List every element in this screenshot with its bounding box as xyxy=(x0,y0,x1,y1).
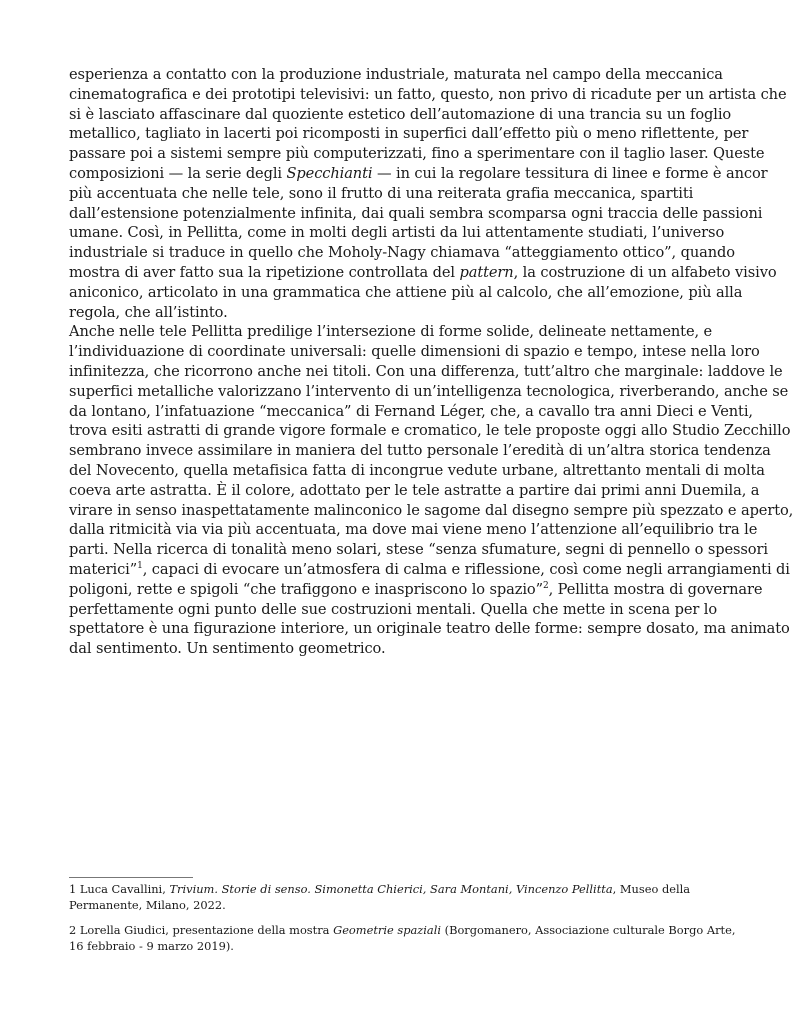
text-segment: — in cui la regolare tessitura di linee e forme è ancor xyxy=(372,164,768,182)
footnote-number: 2 xyxy=(69,923,77,937)
footnote-line xyxy=(69,881,691,897)
footnote-line xyxy=(69,922,736,938)
text-line: si è lasciato affascinare dal quoziente estetico dell’automazione di una trancia su un foglio xyxy=(69,105,732,123)
text-line: cinematografica e dei prototipi televisivi: un fatto, questo, non privo di ricadute per un artista che xyxy=(69,85,787,103)
text-line: metallico, tagliato in lacerti poi ricomposti in superfici dall’effetto più o meno riflettente, per xyxy=(69,125,749,143)
text-line: infinitezza, che ricorrono anche nei titoli. Con una differenza, tutt’altro che marginale: laddove le xyxy=(69,362,783,380)
text-line xyxy=(69,164,768,184)
text-line: Anche nelle tele Pellitta predilige l’intersezione di forme solide, delineate nettamente, e xyxy=(69,323,713,341)
text-line: umane. Così, in Pellitta, come in molti degli artisti da lui attentamente studiati, l’universo xyxy=(69,224,725,242)
text-line: dalla ritmicità via via più accentuata, ma dove mai viene meno l’attenzione all’equilibrio tra le xyxy=(69,521,758,539)
footnote-text: Luca Cavallini, xyxy=(76,882,170,896)
text-line: perfettamente ogni punto delle sue costruzioni mentali. Quella che mette in scena per lo xyxy=(69,600,718,618)
text-line xyxy=(69,560,790,580)
text-line: virare in senso inaspettatamente malinconico le sagome dal disegno sempre più spezzato e aperto, xyxy=(69,501,793,519)
text-segment: mostra di aver fatto sua la ripetizione controllata del xyxy=(69,263,460,281)
text-segment: , Pellitta mostra di governare xyxy=(548,580,763,598)
text-line: del Novecento, quella metafisica fatta di incongrue vedute urbane, altrettanto mentali di molta xyxy=(69,461,765,479)
italic-term-specchianti: Specchianti xyxy=(286,164,373,182)
text-line: coeva arte astratta. È il colore, adottato per le tele astratte a partire dai primi anni Duemila, a xyxy=(69,481,760,499)
text-line: superfici metalliche valorizzano l’intervento di un’intelligenza tecnologica, riverberando, anche se xyxy=(69,382,789,400)
text-line: sembrano invece assimilare in maniera del tutto personale l’eredità di un’altra storica tendenza xyxy=(69,442,771,460)
paragraph-1 xyxy=(69,65,787,322)
body-text xyxy=(69,65,793,659)
text-line: industriale si traduce in quello che Moholy-Nagy chiamava “atteggiamento ottico”, quando xyxy=(69,244,735,262)
footnote-text: (Borgomanero, Associazione culturale Borgo Arte, xyxy=(441,923,736,937)
text-line: dall’estensione potenzialmente infinita, dai quali sembra scomparsa ogni traccia delle passioni xyxy=(69,204,763,222)
footnote-line: Permanente, Milano, 2022. xyxy=(69,898,226,912)
footnote-title: Trivium. Storie di senso. Simonetta Chierici, Sara Montani, Vincenzo Pellitta xyxy=(169,882,613,896)
text-line: passare poi a sistemi sempre più computerizzati, fino a sperimentare con il taglio laser. Queste xyxy=(69,145,765,163)
text-line: spettatore è una figurazione interiore, un originale teatro delle forme: sempre dosato, ma animato xyxy=(69,620,790,638)
text-line: aniconico, articolato in una grammatica che attiene più al calcolo, che all’emozione, più alla xyxy=(69,283,743,301)
footnote-2 xyxy=(69,922,736,954)
footnote-ref-2[interactable]: 2 xyxy=(542,580,549,591)
footnote-ref-1[interactable]: 1 xyxy=(137,560,143,571)
footnote-title: Geometrie spaziali xyxy=(333,923,442,937)
footnote-1 xyxy=(69,881,691,913)
footnote-line: 16 febbraio - 9 marzo 2019). xyxy=(69,939,234,953)
footnote-number: 1 xyxy=(69,882,77,896)
footnote-text: Lorella Giudici, presentazione della mostra xyxy=(76,923,334,937)
text-line: esperienza a contatto con la produzione industriale, maturata nel campo della meccanica xyxy=(69,66,723,83)
text-line: da lontano, l’infatuazione “meccanica” di Fernand Léger, che, a cavallo tra anni Dieci e Venti, xyxy=(69,402,753,420)
text-line xyxy=(69,263,777,283)
text-segment: materici” xyxy=(69,560,138,578)
paragraph-2 xyxy=(69,322,793,659)
text-line: regola, che all’istinto. xyxy=(69,303,228,321)
italic-term-pattern: pattern xyxy=(459,263,514,281)
text-line: parti. Nella ricerca di tonalità meno solari, stese “senza sfumature, segni di pennello o spessori xyxy=(69,541,768,559)
text-line xyxy=(69,580,763,600)
text-segment: composizioni — la serie degli xyxy=(69,164,287,182)
footnote-separator xyxy=(69,877,193,878)
text-segment: poligoni, rette e spigoli “che trafiggono e inaspriscono lo spazio” xyxy=(69,580,543,598)
text-segment: , capaci di evocare un’atmosfera di calma e riflessione, così come negli arrangiamenti di xyxy=(142,560,790,578)
text-segment: , la costruzione di un alfabeto visivo xyxy=(513,263,777,281)
text-line: più accentuata che nelle tele, sono il frutto di una reiterata grafia meccanica, spartiti xyxy=(69,184,694,202)
text-line: l’individuazione di coordinate universali: quelle dimensioni di spazio e tempo, intese nella loro xyxy=(69,343,760,361)
text-line: trova esiti astratti di grande vigore formale e cromatico, le tele proposte oggi allo Studio Zecchillo xyxy=(69,422,791,440)
footnote-text: , Museo della xyxy=(612,882,691,896)
text-line: dal sentimento. Un sentimento geometrico. xyxy=(69,640,386,658)
